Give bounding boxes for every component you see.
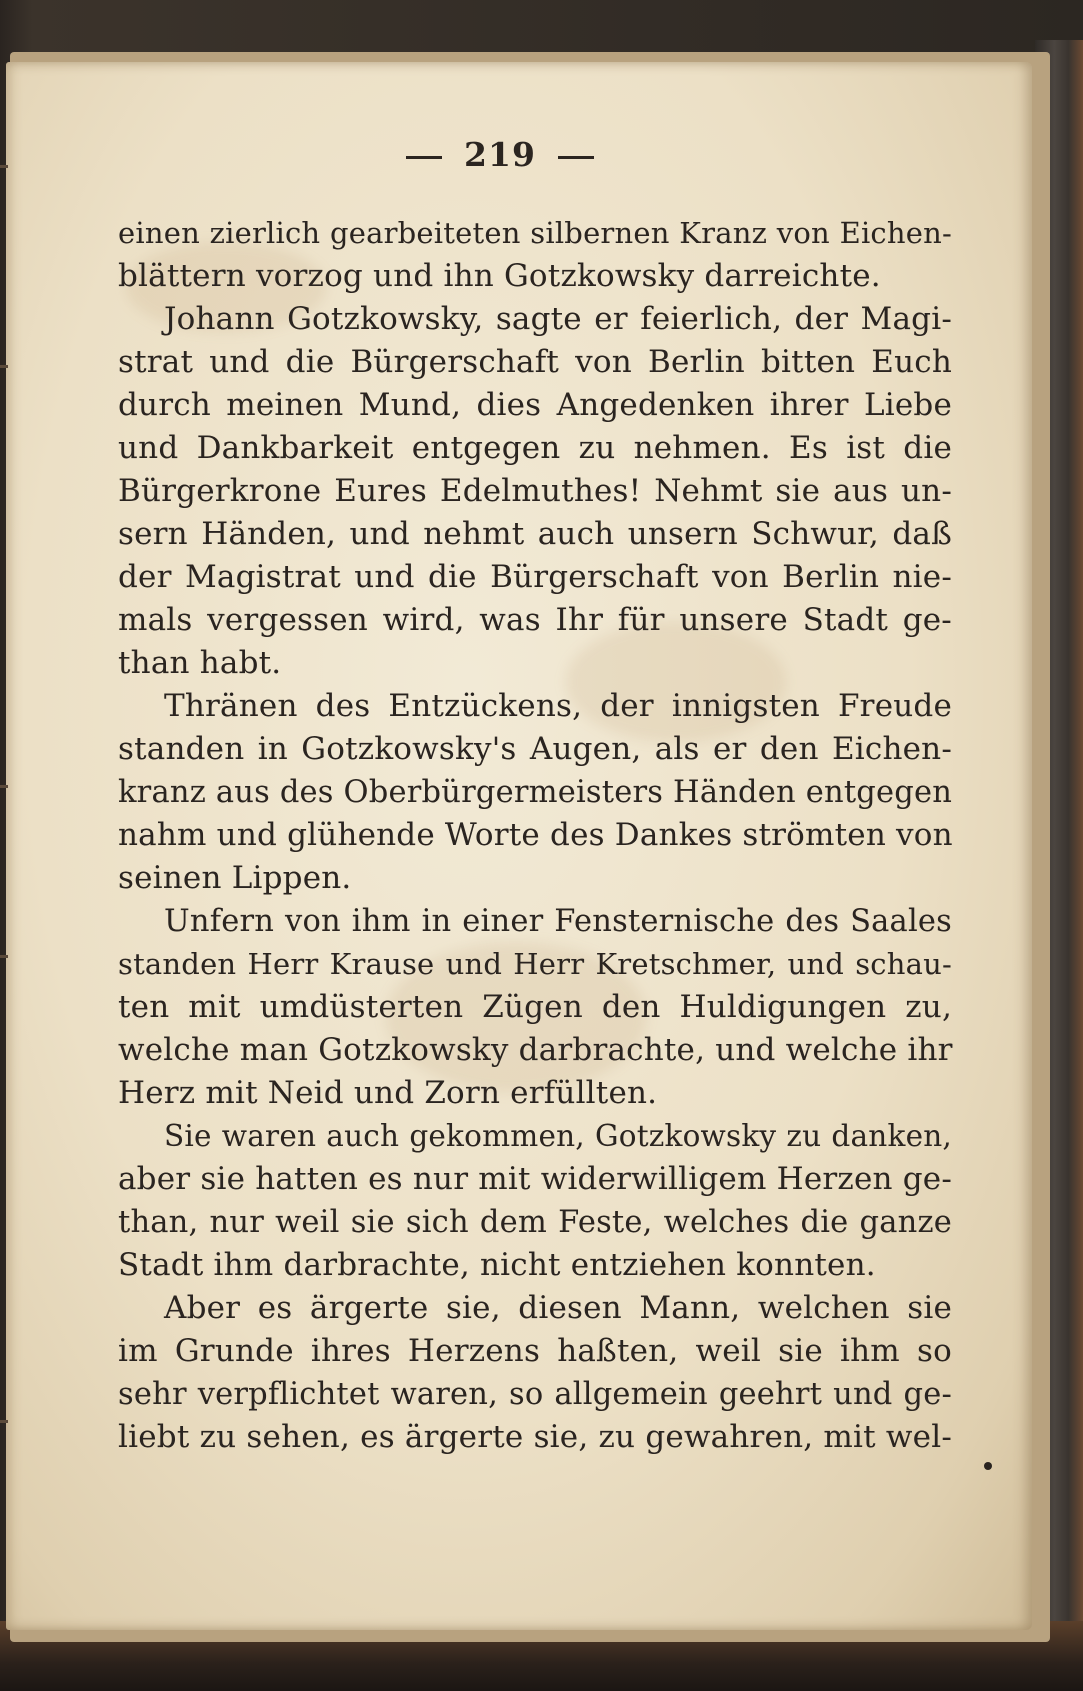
- text-line: nahm und glühende Worte des Dankes strömten von: [118, 817, 953, 853]
- text-line: standen in Gotzkowsky's Augen, als er den Eichen-: [118, 731, 952, 767]
- text-line: Johann Gotzkowsky, sagte er feierlich, der Magi-: [164, 301, 952, 337]
- text-line: Bürgerkrone Eures Edelmuthes! Nehmt sie aus un-: [118, 473, 952, 509]
- binding-mark: [0, 1420, 8, 1423]
- text-line: Sie waren auch gekommen, Gotzkowsky zu danken,: [164, 1119, 952, 1153]
- text-line: sern Händen, und nehmt auch unsern Schwur, daß: [118, 516, 952, 552]
- text-line: kranz aus des Oberbürgermeisters Händen entgegen: [118, 775, 953, 810]
- text-line: than, nur weil sie sich dem Feste, welches die ganze: [118, 1205, 952, 1240]
- text-line: sehr verpflichtet waren, so allgemein geehrt und ge-: [118, 1377, 952, 1412]
- text-line: blättern vorzog und ihn Gotzkowsky darreichte.: [118, 258, 881, 294]
- text-line: seinen Lippen.: [118, 860, 352, 896]
- binding-mark: [0, 955, 8, 958]
- text-line: Stadt ihm darbrachte, nicht entziehen konnten.: [118, 1247, 876, 1283]
- page-number: 219: [464, 135, 536, 174]
- text-line: welche man Gotzkowsky darbrachte, und welche ihr: [118, 1032, 953, 1068]
- ink-dot: [984, 1462, 992, 1470]
- dash-left: [406, 156, 442, 159]
- text-line: im Grunde ihres Herzens haßten, weil sie ihm so: [118, 1333, 952, 1369]
- text-line: Unfern von ihm in einer Fensternische des Saales: [164, 904, 952, 939]
- text-line: Aber es ärgerte sie, diesen Mann, welchen sie: [164, 1290, 952, 1326]
- text-line: ten mit umdüsterten Zügen den Huldigungen zu,: [118, 989, 952, 1025]
- text-line: standen Herr Krause und Herr Kretschmer, und schau-: [118, 947, 952, 981]
- text-line: und Dankbarkeit entgegen zu nehmen. Es ist die: [118, 430, 952, 466]
- text-line: einen zierlich gearbeiteten silbernen Kranz von Eichen-: [118, 216, 952, 250]
- text-line: liebt zu sehen, es ärgerte sie, zu gewahren, mit wel-: [118, 1419, 952, 1455]
- body-text: [118, 212, 952, 1459]
- text-line: durch meinen Mund, dies Angedenken ihrer Liebe: [118, 387, 952, 423]
- text-line: mals vergessen wird, was Ihr für unsere Stadt ge-: [118, 602, 952, 638]
- text-line: Thränen des Entzückens, der innigsten Freude: [164, 688, 952, 724]
- binding-mark: [0, 785, 8, 788]
- text-line: aber sie hatten es nur mit widerwilligem Herzen ge-: [118, 1161, 952, 1197]
- text-line: than habt.: [118, 645, 282, 681]
- text-line: der Magistrat und die Bürgerschaft von Berlin nie-: [118, 559, 952, 595]
- text-line: strat und die Bürgerschaft von Berlin bitten Euch: [118, 344, 952, 380]
- dash-right: [558, 156, 594, 159]
- page-number-header: [0, 135, 1000, 174]
- binding-mark: [0, 365, 8, 368]
- text-line: Herz mit Neid und Zorn erfüllten.: [118, 1075, 658, 1111]
